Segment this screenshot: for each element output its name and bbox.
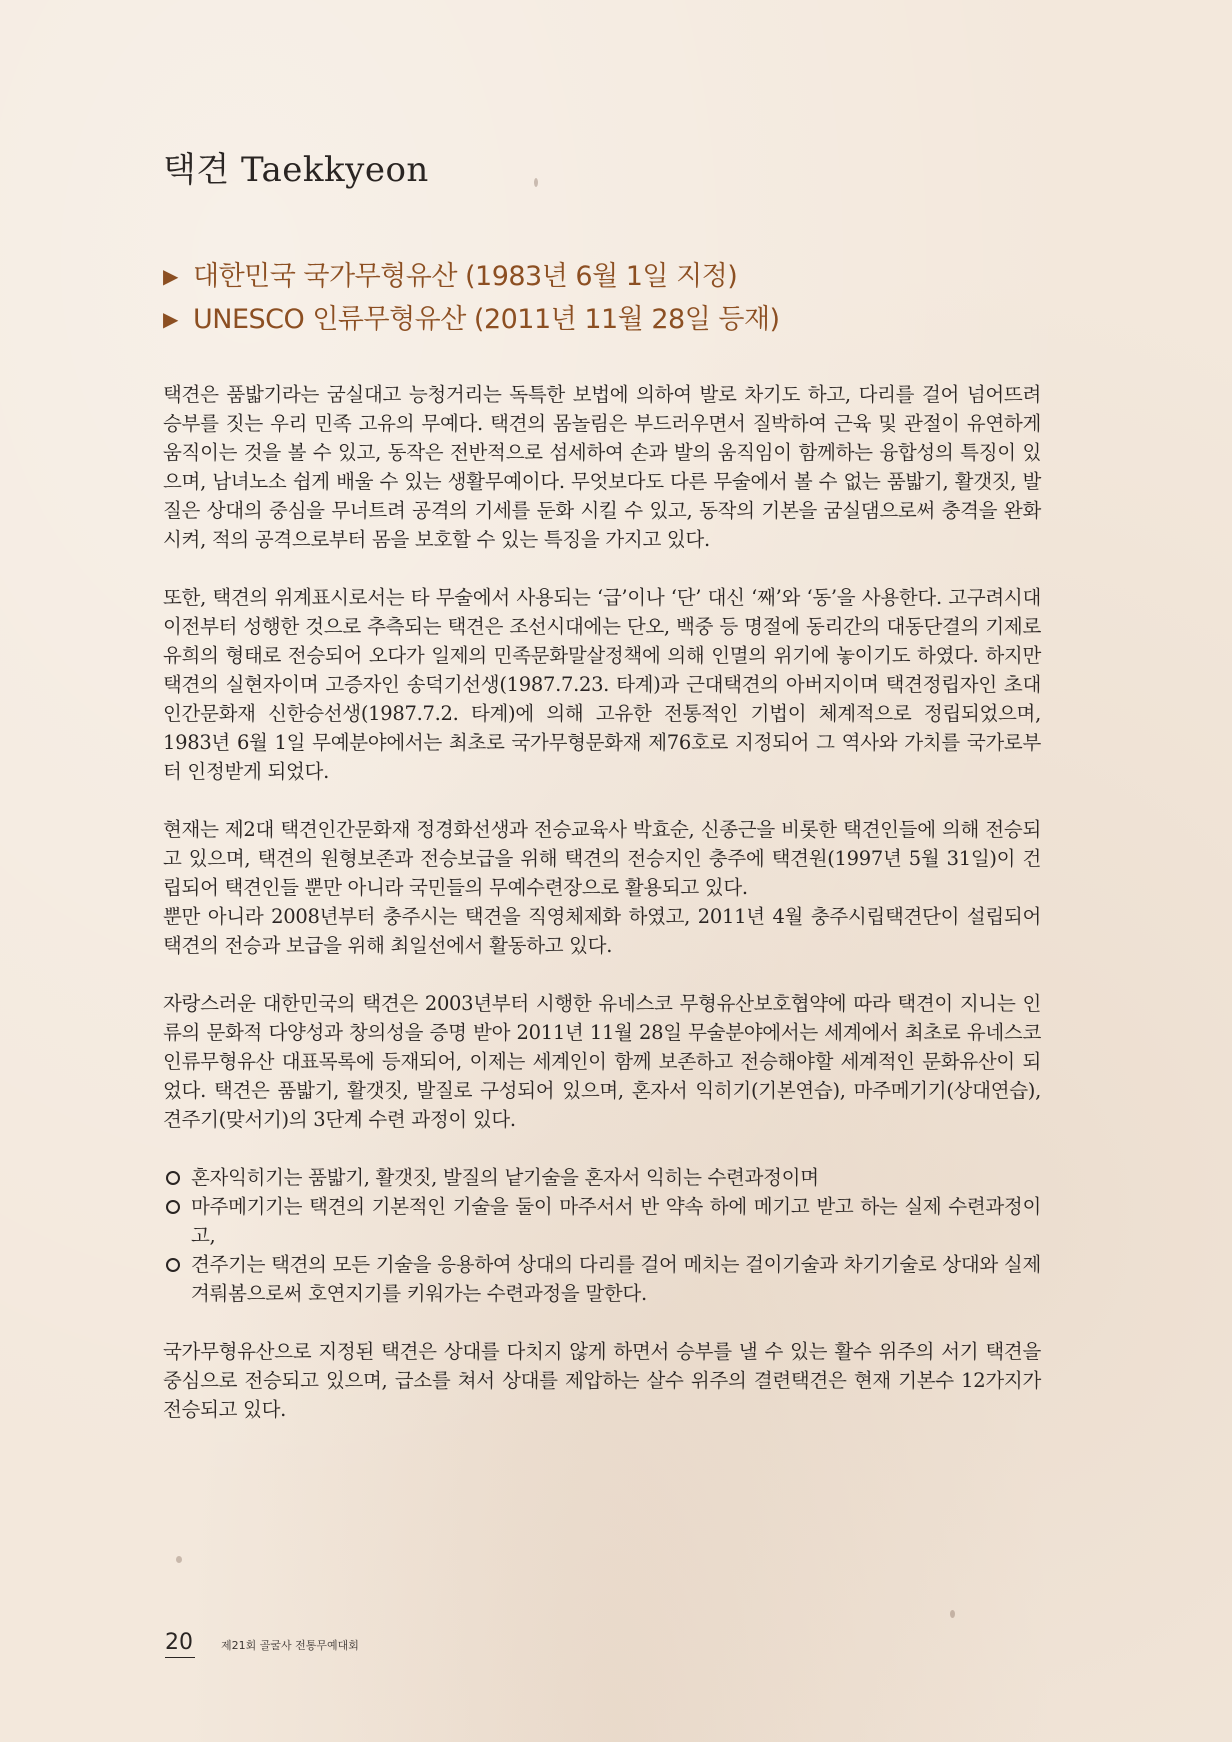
list-item bbox=[163, 1250, 1041, 1308]
paragraph-current: 현재는 제2대 택견인간문화재 정경화선생과 전승교육사 박효순, 신종근을 비롯한 택견인들에 의해 전승되고 있으며, 택견의 원형보존과 전승보급을 위해 택견의 전승지인 충주에 택견원(1997년 5월 31일)이 건립되어 택견인들 뿐만 아니라 국민들의 무예수련장으로 활용되고 있다. bbox=[163, 818, 1041, 899]
circle-bullet-icon bbox=[166, 1258, 180, 1272]
paragraph-history: 또한, 택견의 위계표시로서는 타 무술에서 사용되는 ‘급’이나 ‘단’ 대신 ‘째’와 ‘동’을 사용한다. 고구려시대 이전부터 성행한 것으로 추측되는 택견은 조선시대에는 단오, 백중 등 명절에 동리간의 대동단결의 기제로 유희의 형태로 전승되어 오다가 일제의 민족문화말살정책에 의해 인멸의 위기에 놓이기도 하였다. 하지만 택견의 실현자이며 고증자인 송덕기선생(1987.7.23. 타계)과 근대택견의 아버지이며 택견정립자인 초대인간문화재 신한승선생(1987.7.2. 타계)에 의해 고유한 전통적인 기법이 체계적으로 정립되었으며, 1983년 6월 1일 무예분야에서는 최초로 국가무형문화재 제76호로 지정되어 그 역사와 가치를 국가로부터 인정받게 되었다. bbox=[163, 586, 1041, 783]
paper-speck bbox=[534, 178, 538, 187]
triangle-bullet-icon: ▶ bbox=[163, 264, 178, 288]
designation-text: UNESCO 인류무형유산 (2011년 11월 28일 등재) bbox=[193, 304, 780, 335]
circle-bullet-icon bbox=[166, 1171, 180, 1185]
event-name: 제21회 골굴사 전통무예대회 bbox=[221, 1639, 359, 1652]
paragraph-unesco: 자랑스러운 대한민국의 택견은 2003년부터 시행한 유네스코 무형유산보호협약에 따라 택견이 지니는 인류의 문화적 다양성과 창의성을 증명 받아 2011년 11월 28일 무술분야에서는 세계에서 최초로 유네스코 인류무형유산 대표목록에 등재되어, 이제는 세계인이 함께 보존하고 전승해야할 세계적인 문화유산이 되었다. 택견은 품밟기, 활갯짓, 발질로 구성되어 있으며, 혼자서 익히기(기본연습), 마주메기기(상대연습), 견주기(맞서기)의 3단계 수련 과정이 있다. bbox=[163, 992, 1041, 1131]
training-steps-list bbox=[163, 1163, 1041, 1308]
list-item bbox=[163, 1192, 1041, 1250]
list-item-text: 혼자익히기는 품밟기, 활갯짓, 발질의 낱기술을 혼자서 익히는 수련과정이며 bbox=[191, 1166, 819, 1189]
paper-speck bbox=[176, 1556, 182, 1563]
designation-unesco bbox=[163, 298, 780, 341]
designation-national bbox=[163, 255, 780, 298]
circle-bullet-icon bbox=[166, 1200, 180, 1214]
triangle-bullet-icon: ▶ bbox=[163, 307, 178, 331]
list-item-text: 마주메기기는 택견의 기본적인 기술을 둘이 마주서서 반 약속 하에 메기고 받고 하는 실제 수련과정이고, bbox=[191, 1195, 1041, 1247]
paragraph-styles: 국가무형유산으로 지정된 택견은 상대를 다치지 않게 하면서 승부를 낼 수 있는 활수 위주의 서기 택견을 중심으로 전승되고 있으며, 급소를 쳐서 상대를 제압하는 살수 위주의 결련택견은 현재 기본수 12가지가 전승되고 있다. bbox=[163, 1340, 1041, 1421]
paragraph-intro: 택견은 품밟기라는 굼실대고 능청거리는 독특한 보법에 의하여 발로 차기도 하고, 다리를 걸어 넘어뜨려 승부를 짓는 우리 민족 고유의 무예다. 택견의 몸놀림은 부드러우면서 질박하여 근육 및 관절이 유연하게 움직이는 것을 볼 수 있고, 동작은 전반적으로 섬세하여 손과 발의 움직임이 함께하는 융합성의 특징이 있으며, 남녀노소 쉽게 배울 수 있는 생활무예이다. 무엇보다도 다른 무술에서 볼 수 없는 품밟기, 활갯짓, 발질은 상대의 중심을 무너트려 공격의 기세를 둔화 시킬 수 있고, 동작의 기본을 굼실댐으로써 충격을 완화시켜, 적의 공격으로부터 몸을 보호할 수 있는 특징을 가지고 있다. bbox=[163, 383, 1041, 551]
list-item bbox=[163, 1163, 1041, 1192]
paper-speck bbox=[950, 1610, 955, 1618]
paragraph-chungju: 뿐만 아니라 2008년부터 충주시는 택견을 직영체제화 하였고, 2011년 4월 충주시립택견단이 설립되어 택견의 전승과 보급을 위해 최일선에서 활동하고 있다. bbox=[163, 905, 1041, 957]
body-text bbox=[163, 380, 1041, 1453]
page-number: 20 bbox=[165, 1630, 195, 1658]
list-item-text: 견주기는 택견의 모든 기술을 응용하여 상대의 다리를 걸어 메치는 걸이기술과 차기기술로 상대와 실제 겨뤄봄으로써 호연지기를 키워가는 수련과정을 말한다. bbox=[191, 1253, 1041, 1305]
page-title: 택견 Taekkyeon bbox=[163, 150, 429, 190]
page-footer bbox=[165, 1618, 359, 1658]
designation-text: 대한민국 국가무형유산 (1983년 6월 1일 지정) bbox=[193, 261, 738, 292]
designation-list bbox=[163, 255, 780, 341]
